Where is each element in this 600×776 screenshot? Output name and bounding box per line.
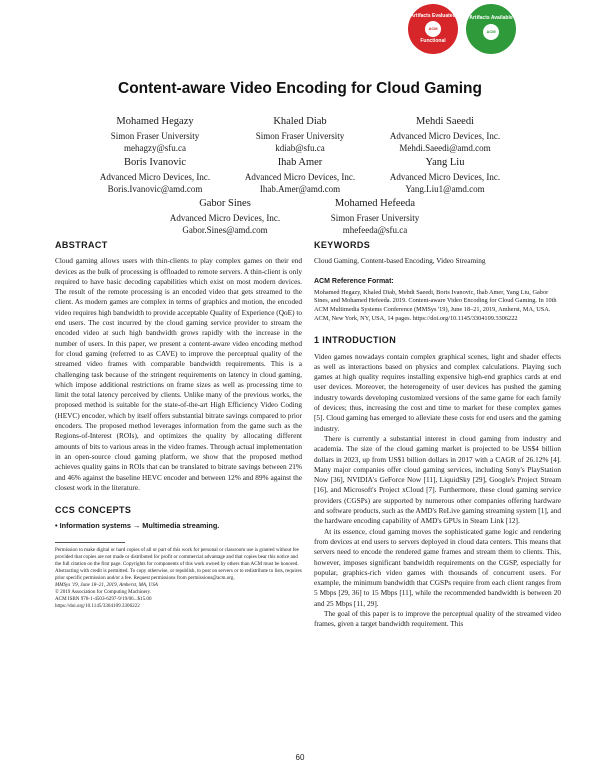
author-affiliation: Simon Fraser University bbox=[330, 213, 420, 223]
venue-line: MMSys '19, June 18–21, 2019, Amherst, MA, USA bbox=[55, 581, 158, 588]
author-name: Boris Ivanovic bbox=[123, 157, 187, 168]
doi-link[interactable]: https://doi.org/10.1145/3304109.3306222 bbox=[55, 602, 140, 609]
author-block bbox=[275, 198, 475, 236]
author-affiliation: Advanced Micro Devices, Inc. bbox=[389, 131, 501, 141]
author-name: Gabor Sines bbox=[199, 198, 251, 209]
author-affiliation: Simon Fraser University bbox=[110, 131, 200, 141]
badge-available-top-text: Artifacts Available bbox=[469, 15, 513, 22]
author-name: Mehdi Saeedi bbox=[415, 116, 475, 127]
author-name: Mohamed Hegazy bbox=[116, 116, 194, 127]
author-email: mehagzy@sfu.ca bbox=[123, 143, 186, 153]
author-name: Mohamed Hefeeda bbox=[334, 198, 416, 209]
author-email: Mehdi.Saeedi@amd.com bbox=[399, 143, 491, 153]
author-affiliation: Advanced Micro Devices, Inc. bbox=[99, 172, 211, 182]
author-affiliation: Advanced Micro Devices, Inc. bbox=[244, 172, 356, 182]
author-block bbox=[345, 157, 545, 195]
isbn-line: ACM ISBN 978-1-4503-6297-9/19/06...$15.00 bbox=[55, 595, 152, 602]
intro-paragraph: The goal of this paper is to improve the perceptual quality of the streamed video frames, given a target bandwidth requirement. This bbox=[314, 608, 561, 629]
permission-notice: Permission to make digital or hard copies of all or part of this work for personal or classroom use is granted without fee provided that copies are not made or distributed for profit or commercial advantage and that copies bear this notice and the full citation on the first page. Copyrights for components of this work owned by others than ACM must be honored. Abstracting with credit is permitted. To copy otherwise, or republish, to post on servers or to redistribute to lists, requires prior specific permission and/or a fee. Request permissions from permissions@acm.org. bbox=[55, 546, 302, 581]
acm-logo-icon: ACM bbox=[425, 21, 441, 37]
author-email: kdiab@sfu.ca bbox=[275, 143, 325, 153]
paper-title: Content-aware Video Encoding for Cloud Gaming bbox=[118, 80, 482, 97]
badge-evaluated-bottom-text: Functional bbox=[420, 38, 446, 44]
acm-logo-icon: ACM bbox=[483, 24, 499, 40]
intro-paragraph: There is currently a substantial interest in cloud gaming from industry and academia. The size of the cloud gaming market is projected to be US$4 billion dollars in 2023, up from US$1 billion dollars in 2017 with a CAGR of 26.12% [4]. Many major companies offer cloud gaming services, including Sony's PlayStation Now [36], NVIDIA's GeForce Now [11], LiquidSky [29], Google's Project Stream [16], and Microsoft's Project xCloud [7]. Furthermore, these cloud gaming service providers (CGSPs) are supported by numerous other companies offering hardware and software products, such as the AMD's ReLive gaming streaming system [1], and the hardware encoding capability of AMD's GPUs in Steam Link [12]. bbox=[314, 433, 561, 526]
reference-format-text: Mohamed Hegazy, Khaled Diab, Mehdi Saeedi, Boris Ivanovic, Ihab Amer, Yang Liu, Gabor Sines, and Mohamed Hefeeda. 2019. Content-aware Video Encoding for Cloud Gaming. In 10th ACM Multimedia Systems Conference (MMSys '19), June 18–21, 2019, Amherst, MA, USA. ACM, New York, NY, USA, 14 pages. https://doi.org/10.1145/3304109.3306222 bbox=[314, 288, 557, 322]
keywords-text: Cloud Gaming, Content-based Encoding, Video Streaming bbox=[314, 256, 486, 266]
author-name: Ihab Amer bbox=[277, 157, 323, 168]
author-affiliation: Advanced Micro Devices, Inc. bbox=[169, 213, 281, 223]
ccs-concepts-text: • Information systems → Multimedia streaming. bbox=[55, 521, 220, 531]
page-number: 60 bbox=[295, 753, 305, 762]
abstract-heading: ABSTRACT bbox=[55, 240, 108, 250]
copyright-line: © 2019 Association for Computing Machinery. bbox=[55, 588, 152, 595]
left-column bbox=[55, 240, 302, 610]
author-email: Gabor.Sines@amd.com bbox=[182, 225, 268, 235]
artifacts-available-badge bbox=[466, 4, 516, 54]
introduction-heading: 1 INTRODUCTION bbox=[314, 335, 397, 346]
ccs-heading: CCS CONCEPTS bbox=[55, 505, 132, 516]
author-name: Khaled Diab bbox=[273, 116, 327, 127]
author-email: Yang.Liu1@amd.com bbox=[405, 184, 485, 194]
author-block bbox=[345, 116, 545, 154]
author-affiliation: Advanced Micro Devices, Inc. bbox=[389, 172, 501, 182]
reference-format-heading: ACM Reference Format: bbox=[314, 277, 394, 285]
footnote-divider bbox=[55, 542, 125, 543]
intro-paragraph: At its essence, cloud gaming moves the sophisticated game logic and rendering from devices at end users to servers deployed in cloud data centers. This means that servers need to encode the rendered game frames and stream them to clients. This, however, imposes significant bandwidth requirements on the CGSP, especially for popular, graphics-rich video games with thousands of concurrent users. For example, the minimum bandwidth that CGSPs require from each client ranges from 5 Mbps [29, 36] to 15 Mbps [11], while the recommended bandwidth is between 20 and 25 Mbps [11, 29]. bbox=[314, 526, 561, 608]
intro-paragraph: Video games nowadays contain complex graphical scenes, light and shader effects as well as interactions based on physics and complex calculations. Playing such games at high quality requires installing expensive high-end graphics cards at end user devices. Moreover, the heterogeneity of user devices has pushed the gaming industry towards developing customized versions of the same game for each family of devices; thus, increasing the cost and time to market for these complex games [5]. Cloud gaming has emerged to alleviate these costs for end users and the gaming industry. bbox=[314, 351, 561, 433]
artifacts-evaluated-badge bbox=[408, 4, 458, 54]
author-name: Yang Liu bbox=[425, 157, 465, 168]
abstract-text: Cloud gaming allows users with thin-clients to play complex games on their end devices as the bulk of processing is offloaded to remote servers. A thin-client is only required to have basic decoding capabilities which exist on most modern devices. The result of the remote processing is an encoded video that gets streamed to the client. As modern games are complex in terms of graphics and motion, the encoded video requires high bandwidth to provide acceptable Quality of Experience (QoE) to end users. The cost incurred by the cloud gaming service provider to stream the encoded video at such high bandwidth grows rapidly with the increase in the number of users. In this paper, we present a content-aware video encoding method for cloud gaming (referred to as CAVE) to improve the perceptual quality of the streamed video frames with comparable bandwidth requirements. This is a challenging task because of the stringent requirements on latency in cloud gaming, which impose additional restrictions on frame sizes as well as processing time to limit the total latency perceived by clients. Unlike many of the previous works, the proposed method is suitable for the state-of-the-art High Efficiency Video Coding (HEVC) encoder, which by itself offers substantial bitrate savings compared to prior encoders. The proposed method leverages information from the game such as the Regions-of-Interest (ROIs), and optimizes the quality by allocating different amounts of bits to various areas in the video frames. Through actual implementation in an open-source cloud gaming platform, we show that the proposed method achieves quality gains in ROIs that can be translated to bitrate savings between 21% and 46% against the baseline HEVC encoder and between 12% and 89% against the closest work in the literature. bbox=[55, 256, 302, 492]
author-email: Boris.Ivanovic@amd.com bbox=[107, 184, 203, 194]
author-email: Ihab.Amer@amd.com bbox=[259, 184, 341, 194]
author-affiliation: Simon Fraser University bbox=[255, 131, 345, 141]
right-column bbox=[314, 240, 561, 630]
badge-evaluated-top-text: Artifacts Evaluated bbox=[410, 12, 456, 19]
keywords-heading: KEYWORDS bbox=[314, 240, 371, 250]
author-email: mhefeeda@sfu.ca bbox=[342, 225, 408, 235]
